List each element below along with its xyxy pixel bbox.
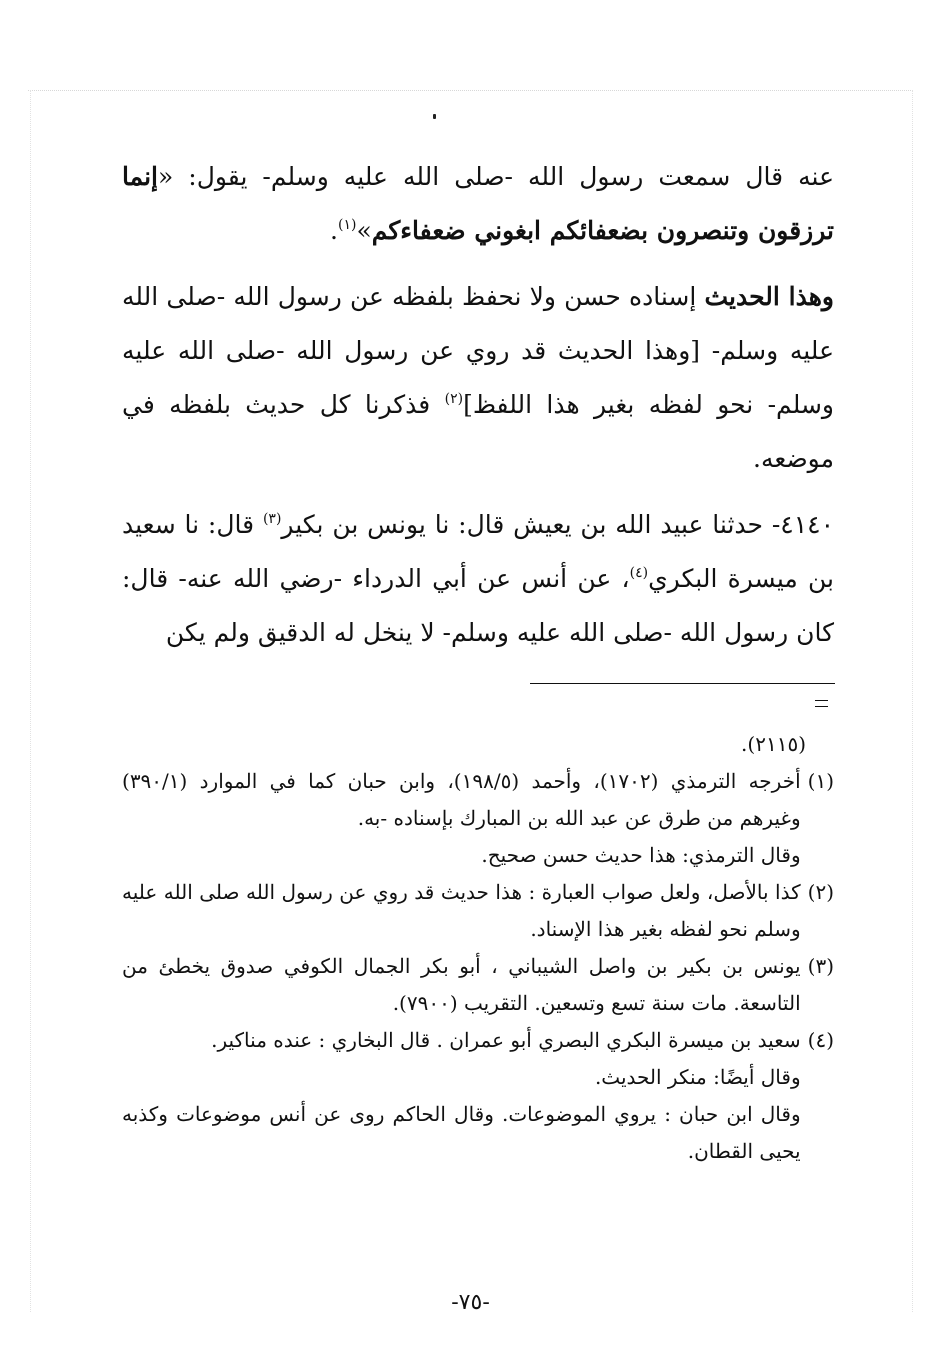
p1-end: . <box>330 216 338 245</box>
footnote-4-text-3: وقال ابن حبان : يروي الموضوعات. وقال الحاكم روى عن أنس موضوعات وكذبه يحيى القطان. <box>122 1102 801 1163</box>
footnote-2 <box>122 874 834 948</box>
footnote-1-text: أخرجه الترمذي (١٧٠٢)، وأحمد (١٩٨/٥)، وابن حبان كما في الموارد (٣٩٠/١) وغيرهم من طرق عن عبد الله بن المبارك بإسناده -به. <box>122 769 801 830</box>
footnote-ref-2[interactable]: (٢) <box>444 391 464 407</box>
p1-hadith: إنما ترزقون وتنصرون بضعفائكم ابغوني ضعفاءكم <box>122 162 834 245</box>
p2-end: فذكرنا كل حديث بلفظه في موضعه. <box>122 390 834 473</box>
footnote-2-text: كذا بالأصل، ولعل صواب العبارة : هذا حديث قد روي عن رسول الله صلى الله عليه وسلم نحو لفظه بغير هذا الإسناد. <box>122 880 801 941</box>
footnote-4-text: سعيد بن ميسرة البكري البصري أبو عمران . قال البخاري : عنده مناكير. <box>211 1028 801 1052</box>
footnote-2-number: (٢) <box>807 880 834 904</box>
p1-close-quote: » <box>356 216 372 245</box>
scan-edge-right <box>912 90 913 1312</box>
footnote-ref-4[interactable]: (٤) <box>629 565 649 581</box>
paragraph-1 <box>122 150 834 258</box>
footnotes <box>122 726 834 1170</box>
footnote-1-number: (١) <box>807 769 834 793</box>
footnote-1 <box>122 763 834 874</box>
footnote-3-text: يونس بن بكير بن واصل الشيباني ، أبو بكر الجمال الكوفي صدوق يخطئ من التاسعة. مات سنة تسع وتسعين. التقريب (٧٩٠٠). <box>122 954 801 1015</box>
paragraph-2 <box>122 270 834 486</box>
main-text <box>122 150 834 672</box>
p2-text: إسناده حسن ولا نحفظ بلفظه عن رسول الله -صلى الله عليه وسلم- [وهذا الحديث قد روي عن رسول الله -صلى الله عليه وسلم- نحو لفظه بغير هذا اللفظ] <box>122 282 834 419</box>
footnote-carryover: (٢١١٥). <box>741 732 806 756</box>
p3-part-c: ، عن أنس عن أبي الدرداء -رضي الله عنه- قال: كان رسول الله -صلى الله عليه وسلم- لا ينخل له الدقيق ولم يكن <box>122 564 834 647</box>
footnote-4-text-2: وقال أيضًا: منكر الحديث. <box>594 1065 801 1089</box>
p3-part-b: قال: نا سعيد بن ميسرة البكري <box>122 510 835 593</box>
scan-edge-top <box>28 90 913 91</box>
paragraph-3 <box>122 498 834 660</box>
footnote-4 <box>122 1022 834 1170</box>
scan-edge-left <box>30 90 31 1312</box>
page-number: -٧٥- <box>451 1290 490 1315</box>
p3-part-a: ٤١٤٠- حدثنا عبيد الله بن يعيش قال: نا يونس بن بكير <box>281 510 834 539</box>
p2-lead: وهذا الحديث <box>704 282 834 311</box>
footnote-ref-3[interactable]: (٣) <box>262 511 282 527</box>
scan-speck <box>433 114 436 119</box>
continuation-mark <box>815 700 828 707</box>
footnote-3 <box>122 948 834 1022</box>
footnote-ref-1[interactable]: (١) <box>338 217 357 233</box>
footnote-separator <box>530 683 835 684</box>
p1-intro: عنه قال سمعت رسول الله -صلى الله عليه وسلم- يقول: « <box>157 162 834 191</box>
footnote-1-text-2: وقال الترمذي: هذا حديث حسن صحيح. <box>481 843 801 867</box>
footnote-4-number: (٤) <box>807 1028 834 1052</box>
footnote-3-number: (٣) <box>807 954 834 978</box>
